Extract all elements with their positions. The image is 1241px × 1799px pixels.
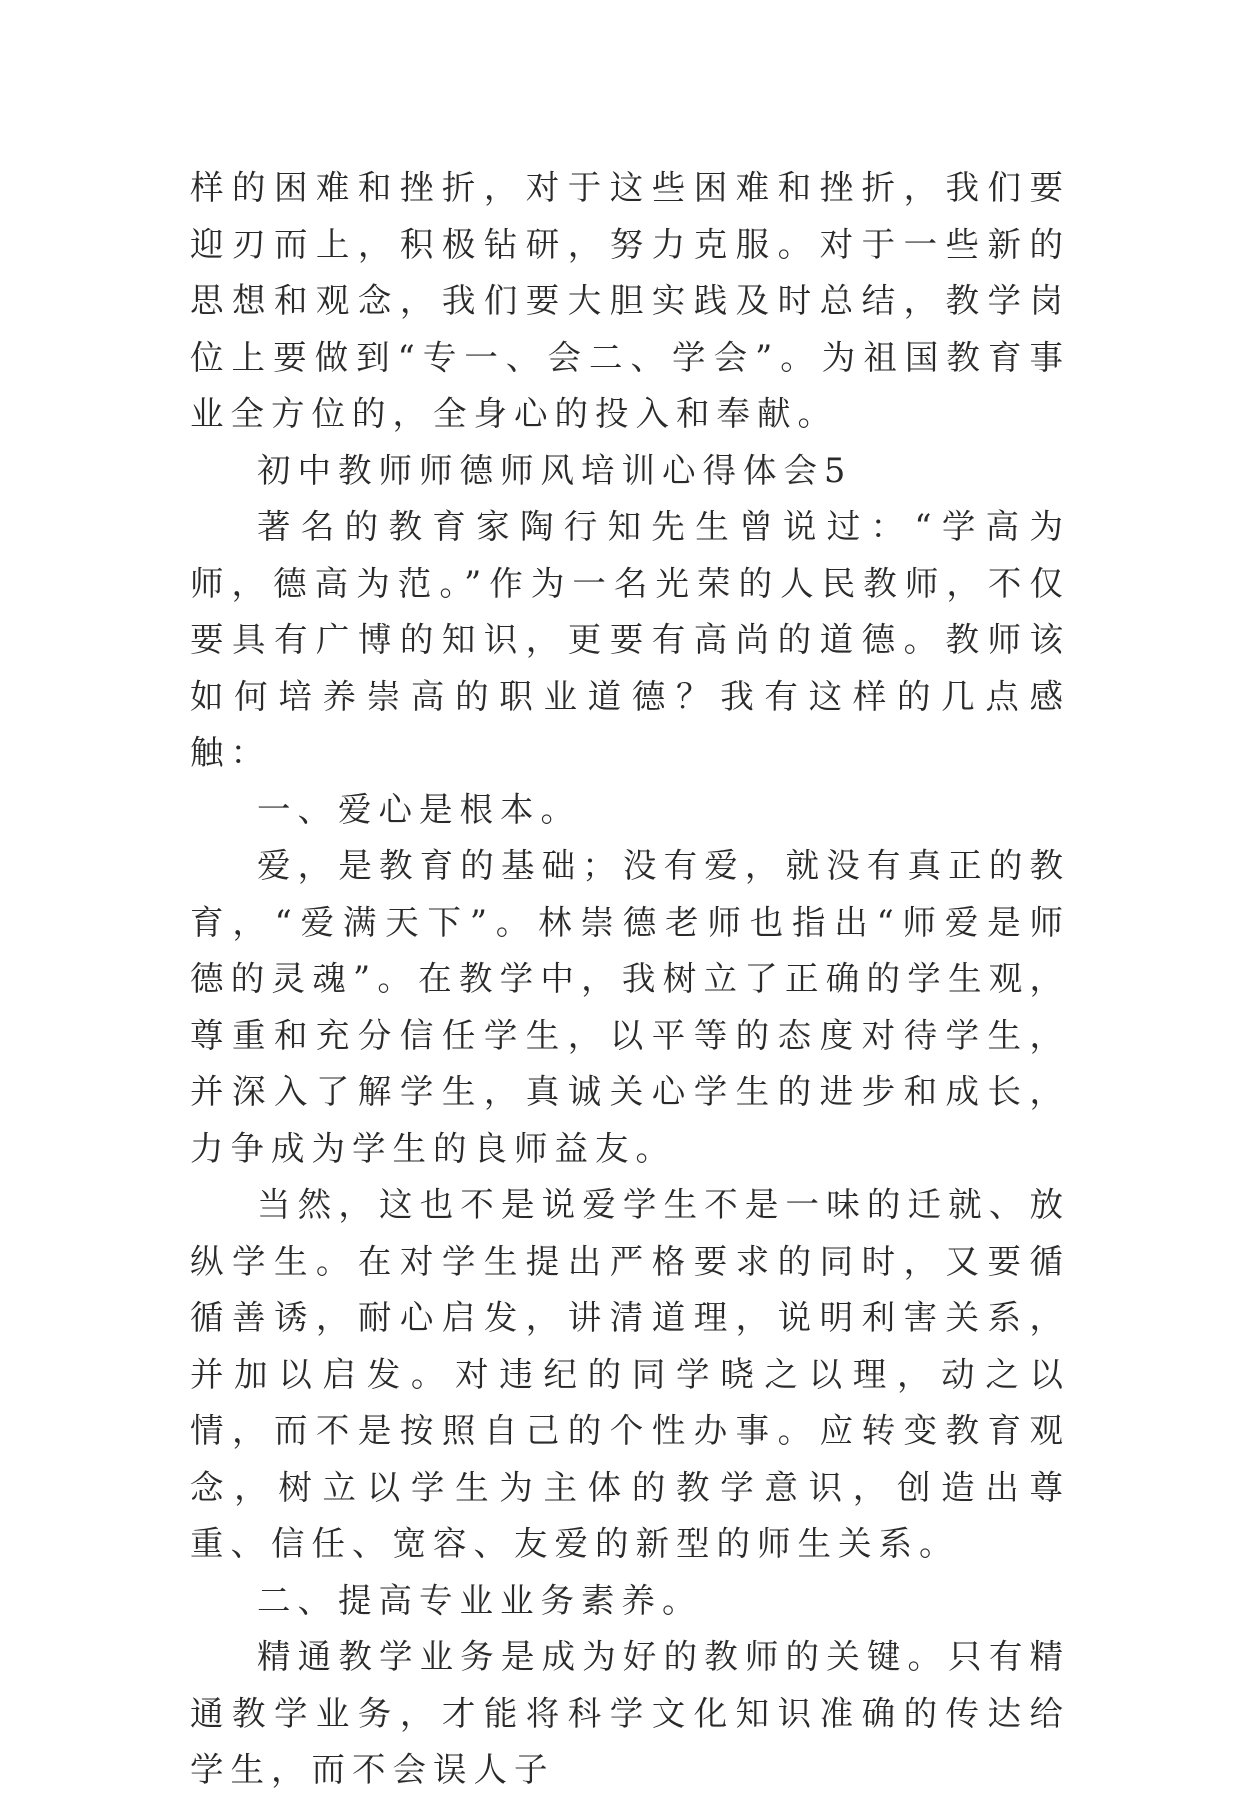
paragraph-strictness: 当然，这也不是说爱学生不是一味的迁就、放纵学生。在对学生提出严格要求的同时，又要循循善诱，耐心启发，讲清道理，说明利害关系，并加以启发。对违纪的同学晓之以理，动之以情，而不是按照自己的个性办事。应转变教育观念，树立以学生为主体的教学意识，创造出尊重、信任、宽容、友爱的新型的师生关系。 <box>190 1185 1070 1563</box>
paragraph-professional: 精通教学业务是成为好的教师的关键。只有精通教学业务，才能将科学文化知识准确的传达给学生，而不会误人子 <box>190 1637 1070 1789</box>
paragraph-intro: 著名的教育家陶行知先生曾说过：“学高为师，德高为范。”作为一名光荣的人民教师，不仅要具有广博的知识，更要有高尚的道德。教师该如何培养崇高的职业道德？我有这样的几点感触： <box>190 507 1070 772</box>
paragraph-love: 爱，是教育的基础；没有爱，就没有真正的教育，“爱满天下”。林崇德老师也指出“师爱是师德的灵魂”。在教学中，我树立了正确的学生观，尊重和充分信任学生，以平等的态度对待学生，并深入了解学生，真诚关心学生的进步和成长，力争成为学生的良师益友。 <box>190 846 1070 1168</box>
heading-point-two: 二、提高专业业务素养。 <box>257 1580 703 1620</box>
paragraph-continuation: 样的困难和挫折，对于这些困难和挫折，我们要迎刃而上，积极钻研，努力克服。对于一些新的思想和观念，我们要大胆实践及时总结，教学岗位上要做到“专一、会二、学会”。为祖国教育事业全方位的，全身心的投入和奉献。 <box>190 168 1070 433</box>
document-body <box>190 160 1070 1799</box>
section-title: 初中教师师德师风培训心得体会5 <box>257 450 853 490</box>
heading-point-one: 一、爱心是根本。 <box>257 789 581 829</box>
